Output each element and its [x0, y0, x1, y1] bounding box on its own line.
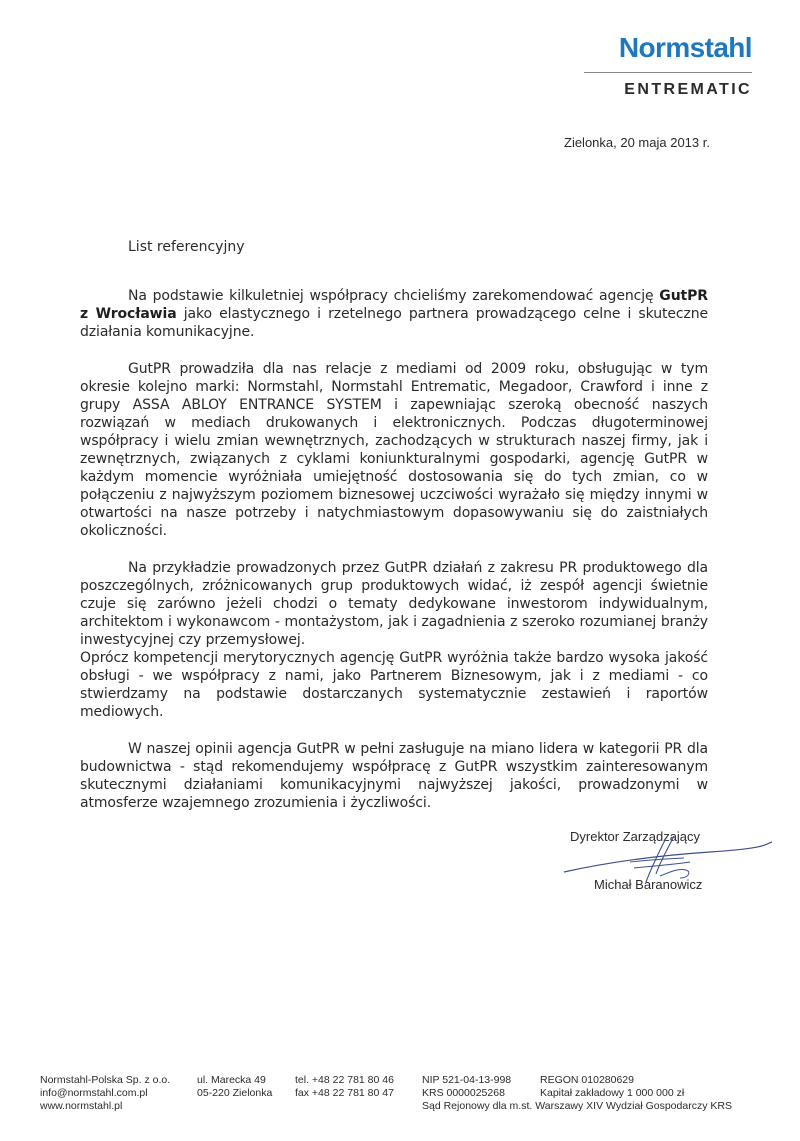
- paragraph-opinion-text: W naszej opinii agencja GutPR w pełni zasługuje na miano lidera w kategorii PR dla budownictwa - stąd rekomendujemy współpracę z GutPR wszystkim zainteresowanym skutecznymi działaniami komunikacyjnymi najwyższej jakości, prowadzonymi w atmosferze wzajemnego zrozumienia i życzliwości.: [80, 741, 708, 811]
- footer-capital: Kapitał zakładowy 1 000 000 zł: [540, 1087, 685, 1099]
- paragraph-intro-tail: jako elastycznego i rzetelnego partnera prowadzącego celne i skuteczne działania komunikacyjne.: [80, 306, 708, 340]
- footer-address: [197, 1074, 272, 1100]
- paragraph-service-text: Oprócz kompetencji merytorycznych agencję GutPR wyróżnia także bardzo wysoka jakość obsługi - we współpracy z nami, jako Partnerem Biznesowym, jak i z mediami - co stwierdzamy na podstawie dostarczanych systematycznie zestawień i raportów mediowych.: [80, 650, 708, 720]
- paragraph-products: [80, 559, 708, 649]
- company-logo: [584, 32, 752, 99]
- footer-tel: tel. +48 22 781 80 46: [295, 1074, 394, 1086]
- footer-nip: NIP 521-04-13-998: [422, 1074, 512, 1086]
- footer-email: info@normstahl.com.pl: [40, 1087, 148, 1099]
- logo-divider: [584, 72, 752, 73]
- footer-court: Sąd Rejonowy dla m.st. Warszawy XIV Wydział Gospodarczy KRS: [422, 1100, 732, 1112]
- paragraph-products-text: Na przykładzie prowadzonych przez GutPR działań z zakresu PR produktowego dla poszczególnych, zróżnicowanych grup produktowych widać, iż zespół agencji świetnie czuje się zarówno jeżeli chodzi o tematy dedykowane inwestorom indywidualnym, architektom i wykonawcom - montażystom, jak i zagadnienia z szeroko rozumianej branży inwestycyjnej czy przemysłowej.: [80, 560, 708, 648]
- signatory-role: Dyrektor Zarządzający: [570, 829, 701, 844]
- footer-krs: KRS 0000025268: [422, 1087, 505, 1099]
- footer-registry: [540, 1074, 684, 1100]
- footer-company-name: Normstahl-Polska Sp. z o.o.: [40, 1074, 171, 1086]
- footer-company: [40, 1074, 170, 1113]
- logo-entrematic: ENTREMATIC: [624, 81, 752, 98]
- signatory-name: Michał Baranowicz: [594, 877, 703, 892]
- paragraph-intro-text: Na podstawie kilkuletniej współpracy chcieliśmy zarekomendować agencję: [128, 288, 660, 304]
- agency-name: GutPR z Wrocławia: [80, 288, 708, 322]
- letter-subject: List referencyjny: [128, 239, 245, 255]
- footer-city: 05-220 Zielonka: [197, 1087, 273, 1099]
- logo-normstahl: Normstahl: [618, 32, 752, 63]
- paragraph-service: [80, 649, 708, 721]
- letter-body: [80, 287, 708, 831]
- paragraph-history: [80, 360, 708, 540]
- paragraph-intro: [80, 287, 708, 341]
- footer-fax: fax +48 22 781 80 47: [295, 1087, 394, 1099]
- footer-website: www.normstahl.pl: [40, 1100, 123, 1112]
- footer-regon: REGON 010280629: [540, 1074, 634, 1086]
- footer-phones: [295, 1074, 394, 1100]
- footer-street: ul. Marecka 49: [197, 1074, 266, 1086]
- place-date: Zielonka, 20 maja 2013 r.: [564, 135, 710, 150]
- paragraph-history-text: GutPR prowadziła dla nas relacje z mediami od 2009 roku, obsługując w tym okresie kolejno marki: Normstahl, Normstahl Entrematic, Megadoor, Crawford i inne z grupy ASSA ABLOY ENTRANCE SYSTEM i zapewniając szeroką obecność naszych rozwiązań w mediach drukowanych i elektronicznych. Podczas długoterminowej współpracy i wielu zmian wewnętrznych, zachodzących w strukturach naszej firmy, jak i zewnętrznych, związanych z cyklami koniunkturalnymi gospodarki, agencję GutPR w każdym momencie wyróżniała umiejętność dostosowania się do tych zmian, co w połączeniu z najwyższym poziomem biznesowej uczciwości wyrażało się między innymi w otwartości na nasze potrzeby i natychmiastowym dopasowywaniu się do zaistniałych okoliczności.: [80, 361, 708, 539]
- paragraph-opinion: [80, 740, 708, 812]
